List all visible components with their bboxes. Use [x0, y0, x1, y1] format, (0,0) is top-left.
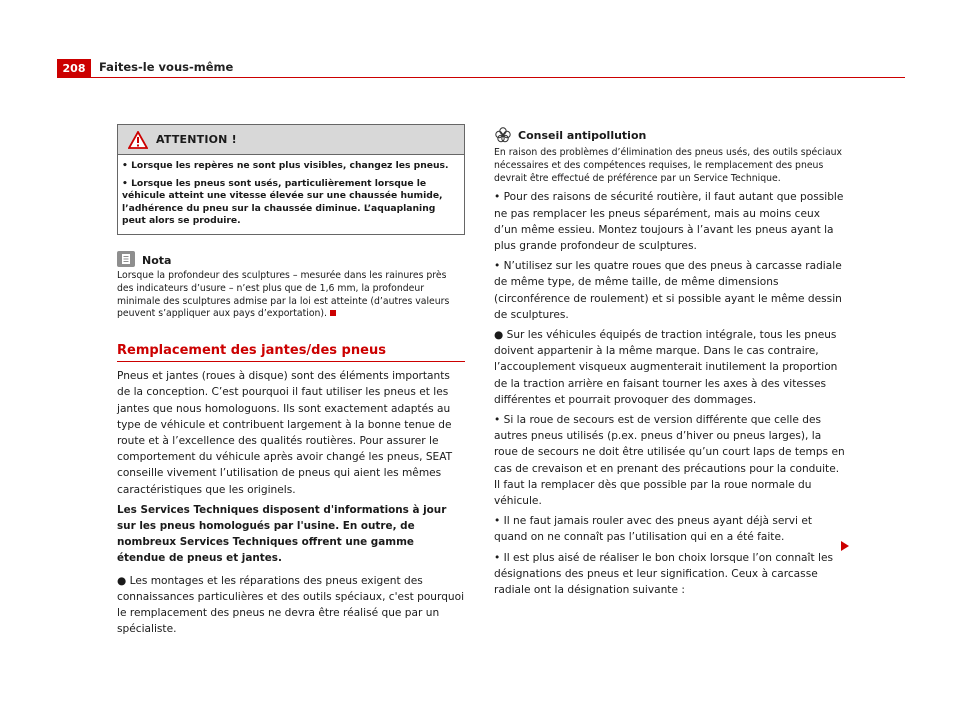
warning-triangle-icon [128, 131, 148, 149]
flower-eco-icon [494, 126, 512, 144]
end-marker-icon [330, 310, 336, 316]
section-intro: Pneus et jantes (roues à disque) sont des éléments importants de la conception. C’est pourquoi il faut utiliser les pneus et les jantes que nous homologuons. Ils sont exactement adaptés au type de véhicule et contribuent largement à la bonne tenue de route et à l’excellence des qualités routières. Pour assurer le comportement du véhicule après avoir changé les pneus, SEAT conseille vivement l’utilisation de pneus qui aient les mêmes caractéristiques que les originels. [117, 370, 453, 496]
attention-title: ATTENTION ! [156, 133, 237, 146]
section-bullet: ● Les montages et les réparations des pneus exigent des connaissances particulières et des outils spéciaux, c'est pourquoi le remplacement des pneus ne devra être réalisé que par un spécialiste. [117, 574, 465, 636]
paragraph: ● Sur les véhicules équipés de traction intégrale, tous les pneus doivent appartenir à la même marque. Dans le cas contraire, l’accouplement visqueux augmenterait inutilement la proportion de la traction arrière en faisant tourner les axes à des vitesses différentes et pourrait provoquer des dommages. [494, 329, 838, 406]
page-number: 208 [57, 59, 91, 77]
right-column [494, 124, 846, 598]
eco-text: En raison des problèmes d’élimination des pneus usés, des outils spéciaux nécessaires et des compétences requises, le remplacement des pneus devrait être effectué de préférence par un Service Technique. [494, 147, 843, 184]
section-title: Faites-le vous-même [99, 60, 234, 74]
note-title: Nota [142, 253, 172, 267]
paragraph: • Si la roue de secours est de version différente que celle des autres pneus utilisés (p.ex. pneus d’hiver ou pneus larges), la roue de secours ne doit être utilisée qu’un court laps de temps en cas de crevaison et en prenant des précautions pour la conduite. Il faut la remplacer dès que possible par la roue normale du véhicule. [494, 414, 845, 508]
eco-title: Conseil antipollution [518, 128, 647, 142]
attention-body [118, 155, 464, 234]
attention-item: • Lorsque les pneus sont usés, particulièrement lorsque le véhicule atteint une vitesse élevée sur une chaussée humide, l’adhérence du pneu sur la chaussée diminue. L’aquaplaning peut alors se produire. [122, 177, 443, 227]
note-text [117, 270, 465, 321]
left-column [117, 124, 465, 637]
paragraph: • Il ne faut jamais rouler avec des pneus ayant déjà servi et quand on ne connaît pas l’utilisation qui en a été faite. [494, 515, 813, 544]
attention-header [118, 125, 464, 155]
continue-arrow-icon [841, 541, 849, 551]
note-header [117, 251, 465, 267]
attention-box [117, 124, 465, 235]
note-text-content: Lorsque la profondeur des sculptures – mesurée dans les rainures près des indicateurs d’usure – n’est plus que de 1,6 mm, la profondeur minimale des sculptures admise par la loi est atteinte (d’autres valeurs peuvent s’appliquer aux pays d’exportation). [117, 269, 450, 320]
header-rule [57, 77, 905, 78]
section-bold-text: Les Services Techniques disposent d'informations à jour sur les pneus homologués par l'usine. En outre, de nombreux Services Techniques offrent une gamme étendue de pneus et jantes. [117, 503, 447, 565]
attention-item: • Lorsque les repères ne sont plus visibles, changez les pneus. [122, 160, 449, 171]
paragraph: • N’utilisez sur les quatre roues que des pneus à carcasse radiale de même type, de même taille, de même dimensions (circonférence de roulement) et si possible ayant le même dessin de sculptures. [494, 260, 842, 321]
paragraph: • Il est plus aisé de réaliser le bon choix lorsque l’on connaît les désignations des pneus et leur signification. Ceux à carcasse radiale ont la désignation suivante : [494, 551, 833, 597]
eco-header [494, 126, 846, 144]
section-heading: Remplacement des jantes/des pneus [117, 343, 465, 362]
paragraph: • Pour des raisons de sécurité routière, il faut autant que possible ne pas remplacer les pneus séparément, mais au moins ceux d’un même essieu. Montez toujours à l’avant les pneus ayant la plus grande profondeur de sculptures. [494, 191, 844, 252]
note-icon [117, 251, 135, 267]
